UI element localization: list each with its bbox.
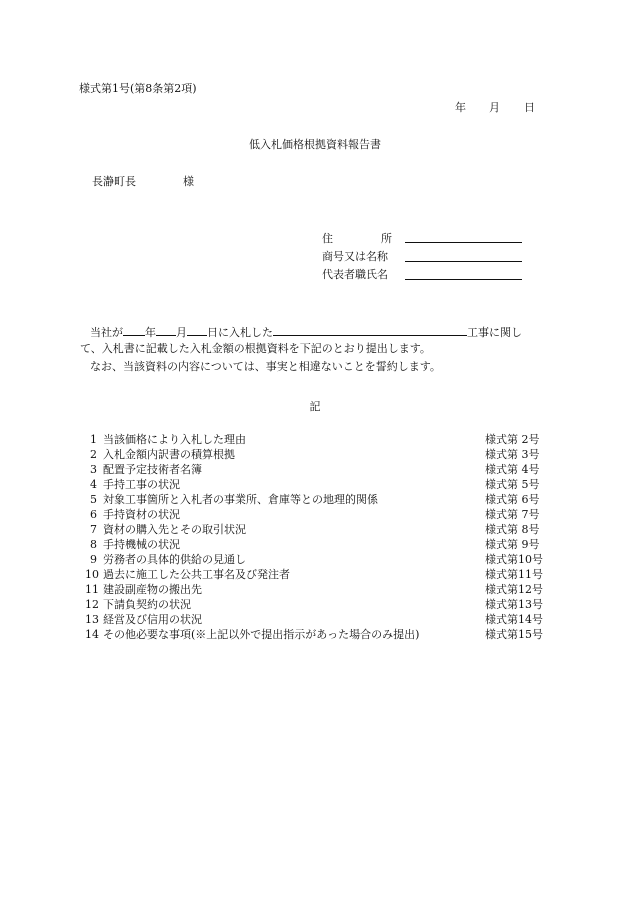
list-item [85,582,545,597]
item-number: 3 [90,463,97,476]
item-number: 11 [85,583,99,596]
item-text: 労務者の具体的供給の見通し [103,553,246,566]
item-number: 5 [90,493,97,506]
item-text: 過去に施工した公共工事名及び発注者 [103,568,290,581]
item-number: 13 [85,613,99,626]
body-pledge: なお、当該資料の内容については、事実と相違ないことを誓約します。 [90,360,441,373]
body-month: 月 [176,326,187,339]
body-year: 年 [145,326,156,339]
addressee-honorific: 様 [183,175,194,188]
item-form: 様式第13号 [485,598,543,611]
item-text: 下請負契約の状況 [103,598,191,611]
item-form: 様式第15号 [485,628,543,641]
list-item [85,567,545,582]
list-item [85,492,545,507]
item-text: 経営及び信用の状況 [103,613,202,626]
list-item [85,537,545,552]
ki-heading: 記 [309,400,321,413]
item-text: 手持機械の状況 [103,538,180,551]
item-text: 配置予定技術者名簿 [103,463,202,476]
item-form: 様式第 5号 [485,478,540,491]
item-form: 様式第 4号 [485,463,540,476]
list-item [85,477,545,492]
address-label [322,232,392,245]
item-form: 様式第10号 [485,553,543,566]
list-item [85,522,545,537]
address-label-char-1: 住 [322,232,333,245]
item-form: 様式第 9号 [485,538,540,551]
list-item [85,432,545,447]
list-item [85,462,545,477]
item-text: 当該価格により入札した理由 [103,433,246,446]
representative-label: 代表者職氏名 [322,268,388,281]
body-line-2: て、入札書に記載した入札金額の根拠資料を下記のとおり提出します。 [80,342,431,355]
body-line-1 [90,324,522,339]
project-name-blank[interactable] [273,324,467,336]
body-intro: 当社が [90,326,123,339]
item-number: 9 [90,553,97,566]
item-number: 1 [90,433,97,446]
item-form: 様式第12号 [485,583,543,596]
document-title: 低入札価格根拠資料報告書 [249,138,381,151]
item-number: 8 [90,538,97,551]
list-item [85,597,545,612]
body-day: 日に入札した [207,326,273,339]
representative-line[interactable] [405,279,522,280]
list-item [85,552,545,567]
date-year: 年 [455,101,466,114]
addressee-name: 長瀞町長 [92,175,136,188]
form-number: 様式第1号(第8条第2項) [79,82,197,95]
date-month: 月 [489,101,500,114]
item-number: 6 [90,508,97,521]
item-number: 4 [90,478,97,491]
list-item [85,507,545,522]
address-label-char-2: 所 [381,232,392,245]
item-form: 様式第14号 [485,613,543,626]
item-text: 資材の購入先とその取引状況 [103,523,246,536]
list-item [85,627,545,642]
item-form: 様式第 6号 [485,493,540,506]
item-text: 建設副産物の搬出先 [103,583,202,596]
list-item [85,447,545,462]
list-item [85,612,545,627]
day-blank[interactable] [187,324,207,336]
body-tail: 工事に関し [467,326,522,339]
item-form: 様式第 7号 [485,508,540,521]
item-number: 2 [90,448,97,461]
item-form: 様式第 2号 [485,433,540,446]
item-number: 10 [85,568,99,581]
item-text: 手持資材の状況 [103,508,180,521]
item-number: 14 [85,628,99,641]
company-label: 商号又は名称 [322,250,388,263]
item-number: 7 [90,523,97,536]
date-day: 日 [524,101,535,114]
item-text: 手持工事の状況 [103,478,180,491]
year-blank[interactable] [123,324,145,336]
item-form: 様式第11号 [485,568,543,581]
item-form: 様式第 3号 [485,448,540,461]
month-blank[interactable] [156,324,176,336]
item-text: 入札金額内訳書の積算根拠 [103,448,235,461]
address-line[interactable] [405,242,522,243]
item-number: 12 [85,598,99,611]
item-form: 様式第 8号 [485,523,540,536]
item-text: その他必要な事項(※上記以外で提出指示があった場合のみ提出) [103,628,420,641]
item-text: 対象工事箇所と入札者の事業所、倉庫等との地理的関係 [103,493,378,506]
company-line[interactable] [405,261,522,262]
